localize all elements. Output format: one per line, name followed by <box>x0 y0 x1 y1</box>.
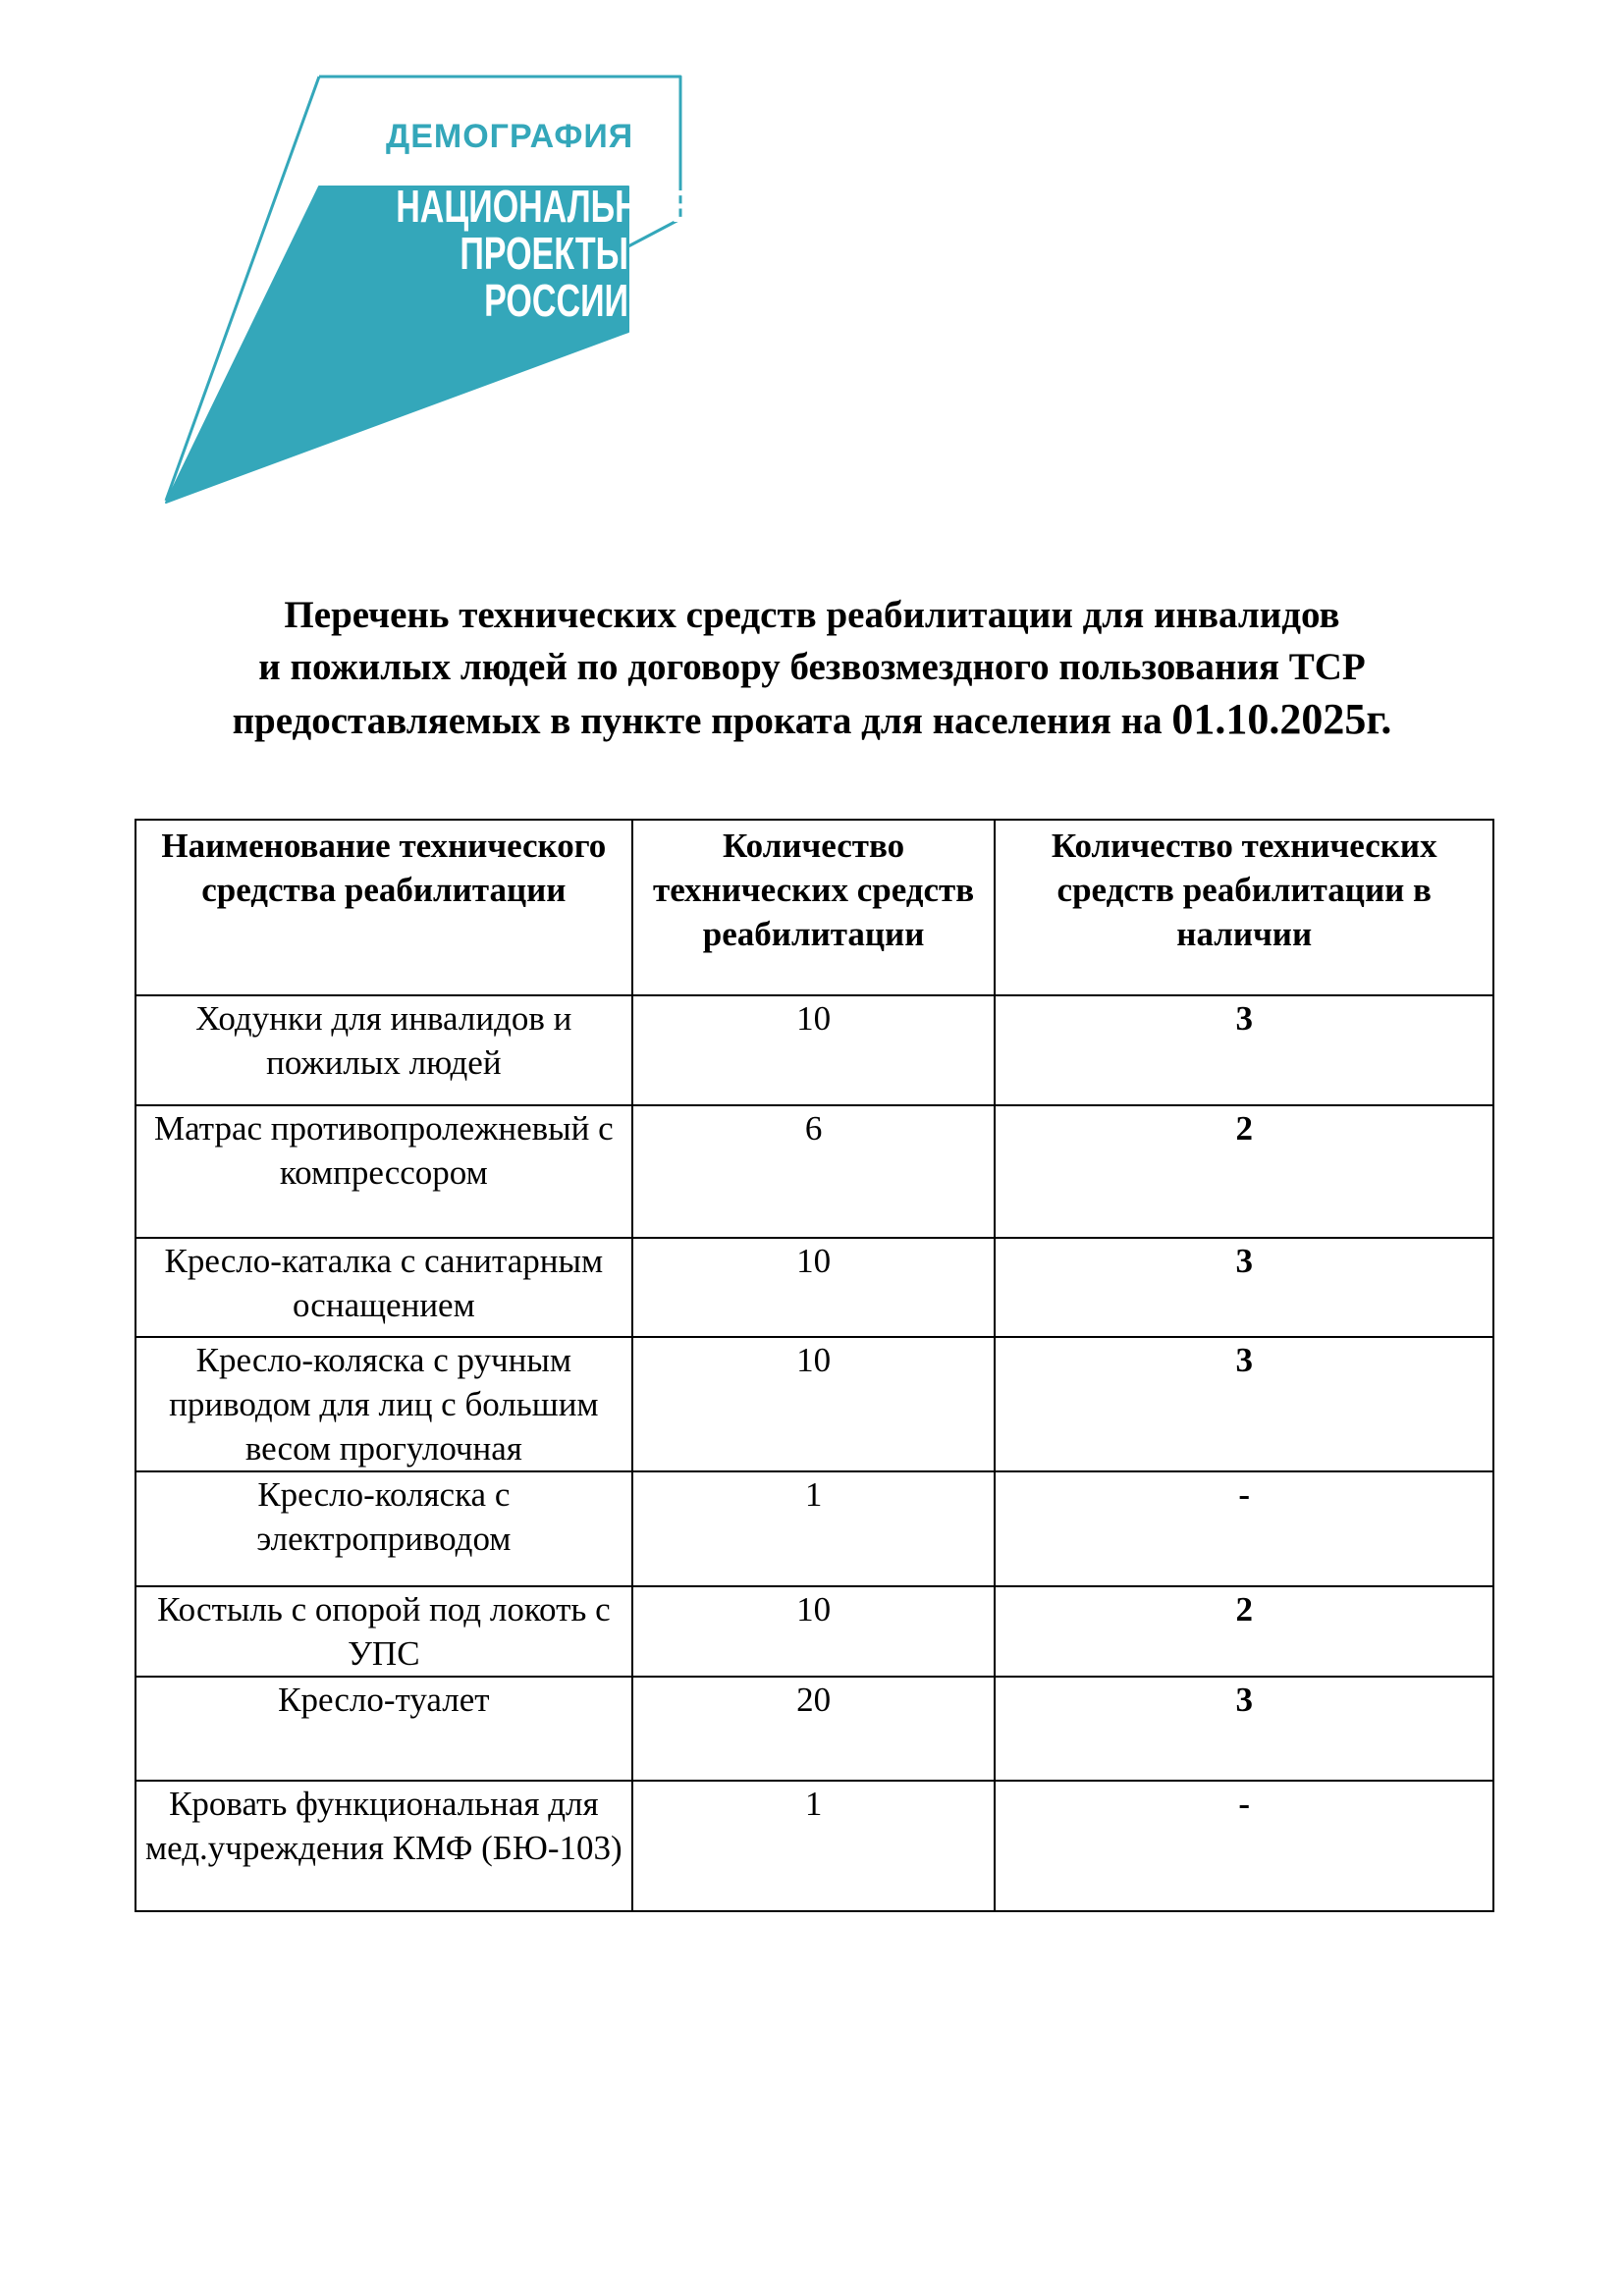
table-row <box>135 1471 1493 1586</box>
cell-available: 3 <box>995 995 1493 1105</box>
table-header-row <box>135 820 1493 995</box>
header-available: Количество технических средств реабилитации в наличии <box>995 820 1493 995</box>
cell-total: 10 <box>632 1238 996 1337</box>
title-date: 01.10.2025г. <box>1171 695 1392 743</box>
cell-name: Кресло-коляска с электроприводом <box>135 1471 632 1586</box>
cell-name: Кресло-коляска с ручным приводом для лиц с большим весом прогулочная <box>135 1337 632 1471</box>
table-row <box>135 1781 1493 1911</box>
title-line-2: и пожилых людей по договору безвозмездного пользования ТСР <box>258 646 1366 688</box>
cell-total: 10 <box>632 1586 996 1677</box>
title-line-3-text: предоставляемых в пункте проката для населения на <box>232 700 1172 742</box>
rehab-equipment-table <box>135 819 1494 1912</box>
cell-name: Матрас противопролежневый с компрессором <box>135 1105 632 1238</box>
cell-available: 3 <box>995 1337 1493 1471</box>
cell-total: 20 <box>632 1677 996 1781</box>
table-row <box>135 1337 1493 1471</box>
logo-line: ПРОЕКТЫ <box>460 228 628 279</box>
cell-available: 2 <box>995 1105 1493 1238</box>
cell-available: 2 <box>995 1586 1493 1677</box>
cell-available: 3 <box>995 1238 1493 1337</box>
header-name: Наименование технического средства реабилитации <box>135 820 632 995</box>
cell-total: 10 <box>632 995 996 1105</box>
cell-name: Кресло-туалет <box>135 1677 632 1781</box>
logo-national-projects-text <box>396 181 694 326</box>
table-row <box>135 1238 1493 1337</box>
cell-name: Ходунки для инвалидов и пожилых людей <box>135 995 632 1105</box>
title-line-3 <box>98 693 1526 747</box>
table-row <box>135 995 1493 1105</box>
cell-name: Костыль с опорой под локоть с УПС <box>135 1586 632 1677</box>
table-row <box>135 1677 1493 1781</box>
cell-total: 6 <box>632 1105 996 1238</box>
document-title <box>98 589 1526 747</box>
table-row <box>135 1586 1493 1677</box>
title-line-1: Перечень технических средств реабилитации для инвалидов <box>284 594 1340 636</box>
logo-line: РОССИИ <box>484 275 628 326</box>
cell-total: 1 <box>632 1781 996 1911</box>
cell-name: Кровать функциональная для мед.учреждения КМФ (БЮ-103) <box>135 1781 632 1911</box>
cell-total: 10 <box>632 1337 996 1471</box>
table-row <box>135 1105 1493 1238</box>
cell-available: - <box>995 1471 1493 1586</box>
cell-total: 1 <box>632 1471 996 1586</box>
header-total: Количество технических средств реабилитации <box>632 820 996 995</box>
logo-demography-text: ДЕМОГРАФИЯ <box>386 118 634 155</box>
cell-available: - <box>995 1781 1493 1911</box>
logo-line: НАЦИОНАЛЬНЫЕ <box>396 181 694 232</box>
cell-name: Кресло-каталка с санитарным оснащением <box>135 1238 632 1337</box>
cell-available: 3 <box>995 1677 1493 1781</box>
